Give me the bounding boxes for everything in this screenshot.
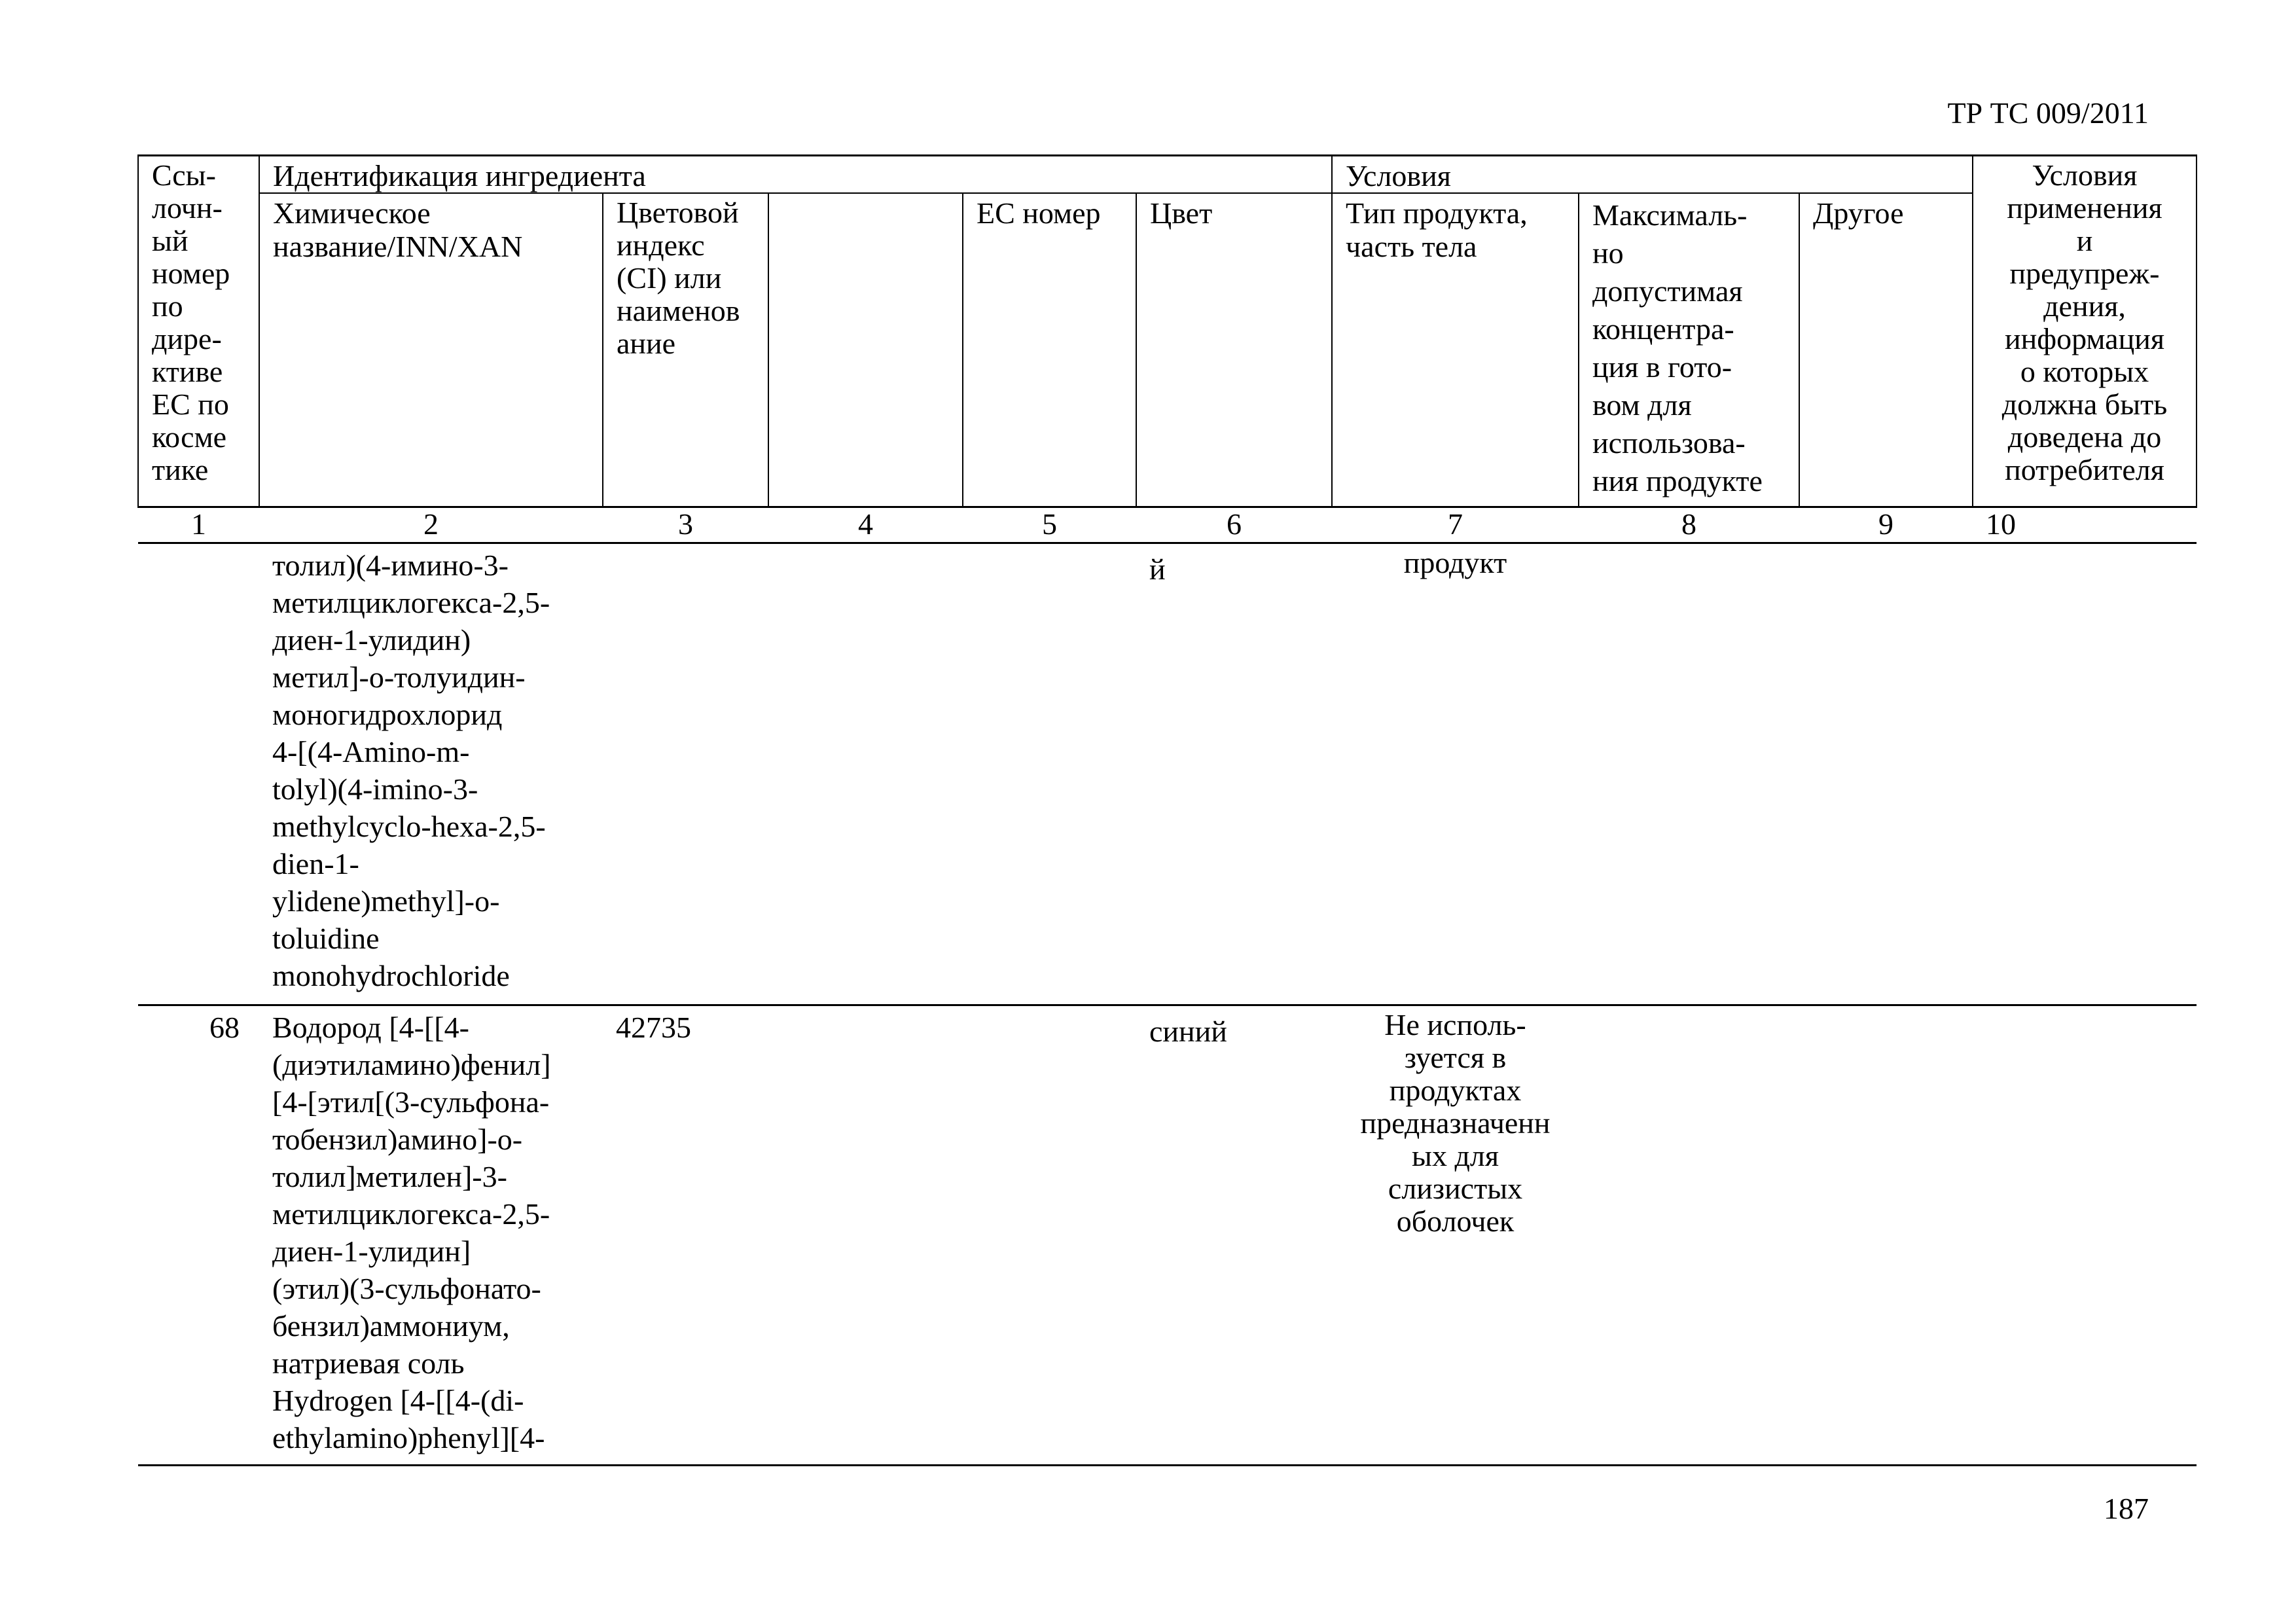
cell-color-index	[603, 543, 768, 1005]
cell-blank	[768, 543, 963, 1005]
column-number: 2	[259, 507, 603, 543]
cell-product-type: Не исполь- зуется в продуктах предназначенн ых для слизистых оболочек	[1332, 1005, 1579, 1466]
column-number: 3	[603, 507, 768, 543]
header-other: Другое	[1799, 193, 1973, 507]
column-number: 7	[1332, 507, 1579, 543]
cell-reference	[138, 543, 259, 1005]
cell-max-concentration	[1579, 543, 1799, 1005]
table-row	[138, 1005, 2197, 1466]
header-ec-number: ЕС номер	[963, 193, 1136, 507]
column-number: 6	[1136, 507, 1332, 543]
cell-color: синий	[1136, 1005, 1332, 1466]
cell-other	[1799, 1005, 1973, 1466]
cell-other	[1799, 543, 1973, 1005]
cell-ec-number	[963, 543, 1136, 1005]
header-ingredient-identification: Идентификация ингредиента	[259, 156, 1332, 194]
cell-color: й	[1136, 543, 1332, 1005]
header-warnings: Условия применения и предупреж- дения, информация о которых должна быть доведена до потребителя	[1973, 156, 2197, 507]
cell-max-concentration	[1579, 1005, 1799, 1466]
header-conditions: Условия	[1332, 156, 1973, 194]
header-reference-number: Ссы- лочн- ый номер по дире- ктиве ЕС по косме тике	[138, 156, 259, 507]
cell-chemical-name: толил)(4-имино-3- метилциклогекса-2,5- диен-1-улидин) метил]-о-толуидин- моногидрохлорид 4-[(4-Amino-m- tolyl)(4-imino-3- methylcyclo-hexa-2,5- dien-1- ylidene)methyl]-o- toluidine monohydrochloride	[259, 543, 603, 1005]
header-max-concentration: Максималь- но допустимая концентра- ция в гото- вом для использова- ния продукте	[1579, 193, 1799, 507]
header-color-index: Цветовой индекс (CI) или наименов ание	[603, 193, 768, 507]
cell-warnings	[1973, 543, 2197, 1005]
column-number: 1	[138, 507, 259, 543]
cell-color-index: 42735	[603, 1005, 768, 1466]
column-number-row	[138, 507, 2197, 543]
column-number: 10	[1973, 507, 2197, 543]
column-number: 8	[1579, 507, 1799, 543]
page-header: ТР ТС 009/2011	[1947, 96, 2149, 130]
page-number: 187	[2104, 1492, 2149, 1525]
column-number: 4	[768, 507, 963, 543]
cell-warnings	[1973, 1005, 2197, 1466]
column-number: 5	[963, 507, 1136, 543]
header-product-type: Тип продукта, часть тела	[1332, 193, 1579, 507]
cell-reference: 68	[138, 1005, 259, 1466]
header-color: Цвет	[1136, 193, 1332, 507]
cell-chemical-name: Водород [4-[[4- (диэтиламино)фенил] [4-[этил[(3-сульфона- тобензил)амино]-о- толил]метилен]-3- метилциклогекса-2,5- диен-1-улидин] (этил)(3-сульфонато- бензил)аммониум, натриевая соль Hydrogen [4-[[4-(di- ethylamino)phenyl][4-	[259, 1005, 603, 1466]
cell-blank	[768, 1005, 963, 1466]
cell-ec-number	[963, 1005, 1136, 1466]
ingredient-table	[137, 154, 2197, 1466]
header-blank	[768, 193, 963, 507]
table-row	[138, 543, 2197, 1005]
header-chemical-name: Химическое название/INN/XAN	[259, 193, 603, 507]
column-number: 9	[1799, 507, 1973, 543]
cell-product-type: продукт	[1332, 543, 1579, 1005]
